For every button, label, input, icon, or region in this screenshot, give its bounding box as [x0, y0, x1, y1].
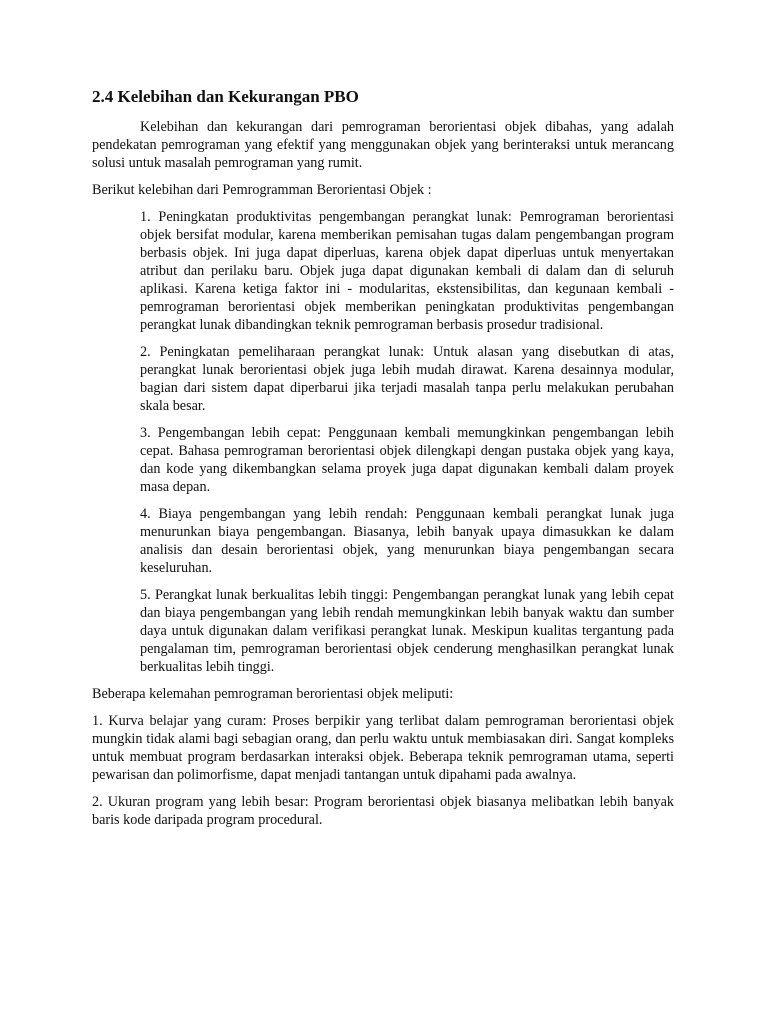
disadvantage-item-2: 2. Ukuran program yang lebih besar: Program berorientasi objek biasanya melibatkan lebih banyak baris kode daripada program procedural. — [92, 794, 674, 828]
section-heading: 2.4 Kelebihan dan Kekurangan PBO — [92, 87, 359, 106]
intro-paragraph: Kelebihan dan kekurangan dari pemrograman berorientasi objek dibahas, yang adalah pendekatan pemrograman yang efektif yang menggunakan objek yang berinteraksi untuk merancang solusi untuk masalah pemrograman yang rumit. — [92, 119, 674, 171]
advantages-lead: Berikut kelebihan dari Pemrogramman Berorientasi Objek : — [92, 182, 432, 198]
advantage-item-3: 3. Pengembangan lebih cepat: Penggunaan kembali memungkinkan pengembangan lebih cepat. Bahasa pemrograman berorientasi objek dilengkapi dengan pustaka objek yang kaya, dan kode yang dikembangkan selama proyek juga dapat digunakan kembali dalam proyek masa depan. — [140, 425, 674, 495]
disadvantage-item-1: 1. Kurva belajar yang curam: Proses berpikir yang terlibat dalam pemrograman berorientasi objek mungkin tidak alami bagi sebagian orang, dan perlu waktu untuk membiasakan diri. Sangat kompleks untuk membuat program berdasarkan interaksi objek. Beberapa teknik pemrograman utama, seperti pewarisan dan polimorfisme, dapat menjadi tantangan untuk dipahami pada awalnya. — [92, 713, 674, 783]
advantage-item-2: 2. Peningkatan pemeliharaan perangkat lunak: Untuk alasan yang disebutkan di atas, perangkat lunak berorientasi objek juga lebih mudah dirawat. Karena desainnya modular, bagian dari sistem dapat diperbarui jika terjadi masalah tanpa perlu melakukan perubahan skala besar. — [140, 344, 674, 414]
advantage-item-5: 5. Perangkat lunak berkualitas lebih tinggi: Pengembangan perangkat lunak yang lebih cepat dan biaya pengembangan yang lebih rendah memungkinkan lebih banyak waktu dan sumber daya untuk digunakan dalam verifikasi perangkat lunak. Meskipun kualitas tergantung pada pengalaman tim, pemrograman berorientasi objek cenderung menghasilkan perangkat lunak berkualitas lebih tinggi. — [140, 587, 674, 675]
disadvantages-lead: Beberapa kelemahan pemrograman berorientasi objek meliputi: — [92, 686, 454, 702]
advantage-item-4: 4. Biaya pengembangan yang lebih rendah: Penggunaan kembali perangkat lunak juga menurunkan biaya pengembangan. Biasanya, lebih banyak upaya dimasukkan ke dalam analisis dan desain berorientasi objek, yang menurunkan biaya pengembangan secara keseluruhan. — [140, 506, 674, 576]
document-page — [92, 86, 674, 838]
advantage-item-1: 1. Peningkatan produktivitas pengembangan perangkat lunak: Pemrograman berorientasi objek bersifat modular, karena memberikan pemisahan tugas dalam pengembangan program berbasis objek. Ini juga dapat diperluas, karena objek dapat diperluas untuk menyertakan atribut dan perilaku baru. Objek juga dapat digunakan kembali di dalam dan di seluruh aplikasi. Karena ketiga faktor ini - modularitas, ekstensibilitas, dan kegunaan kembali - pemrograman berorientasi objek memberikan peningkatan produktivitas pengembangan perangkat lunak dibandingkan teknik pemrograman berbasis prosedur tradisional. — [140, 209, 674, 333]
